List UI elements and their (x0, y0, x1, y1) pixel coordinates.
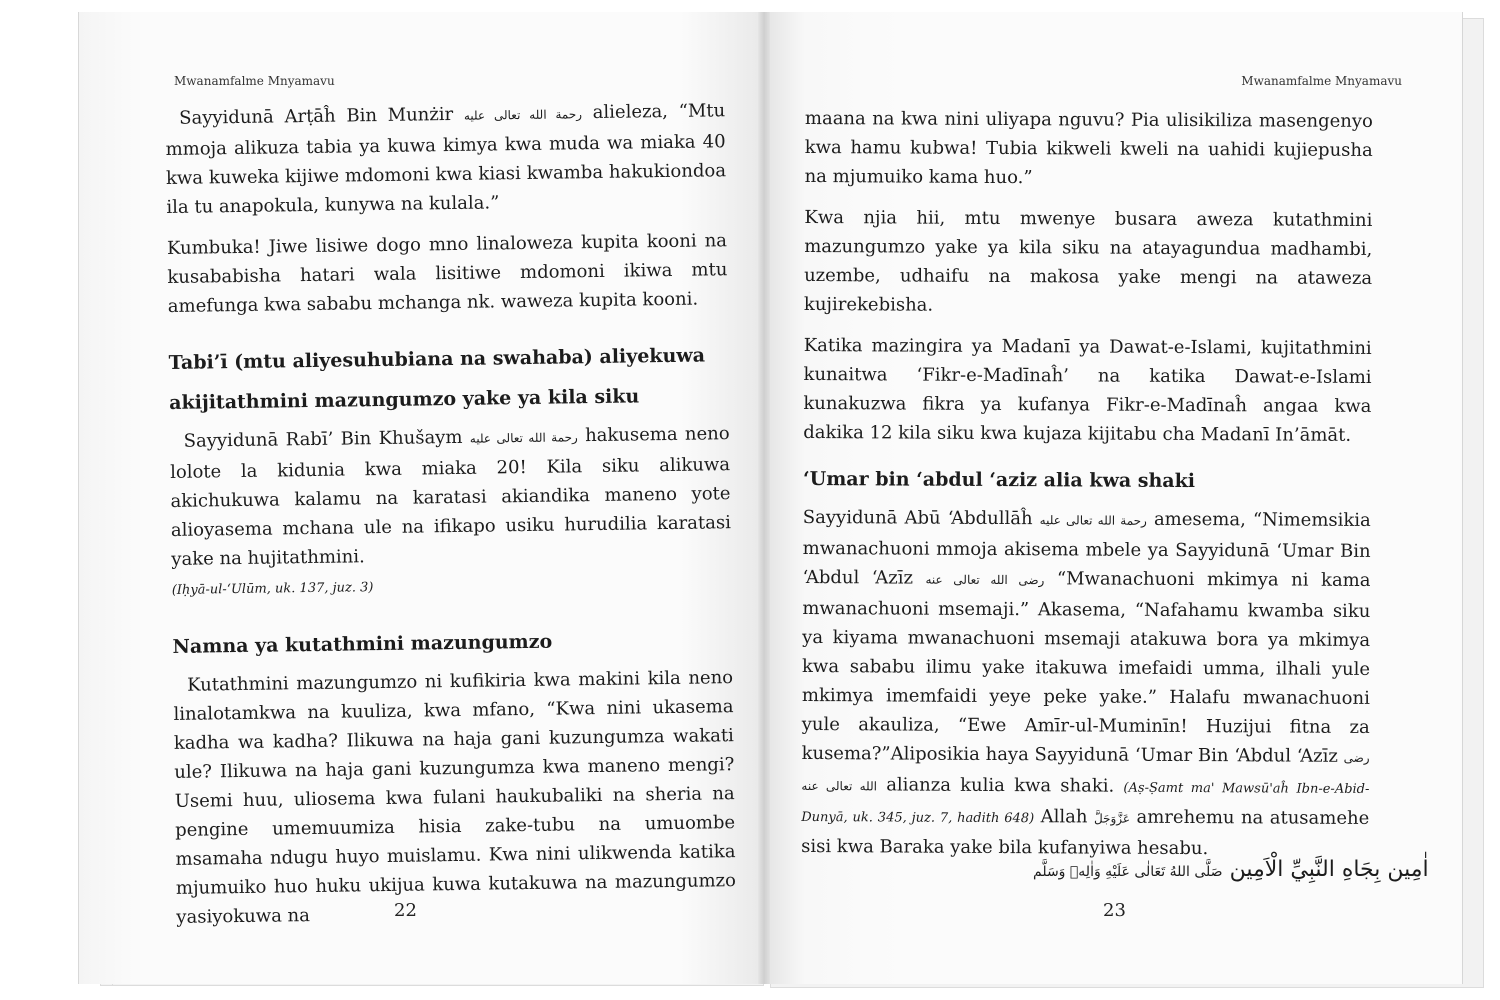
right-page-content (801, 104, 1373, 876)
honorific-arabic: رضی الله تعالى عنه (925, 572, 1045, 588)
page-number-left: 22 (394, 900, 417, 921)
book-gutter (758, 12, 770, 984)
paragraph-arta: Sayyidunā Arṭāĥ Bin Munżir رحمة الله تعالى عليه alieleza, “Mtu mmoja alikuza tabia ya kuwa kimya kwa muda wa miaka 40 kwa kuweka kijiwe mdomoni kwa kiasi kwamba hakukiondoa ila tu anapokula, kunywa na kulala.” (165, 100, 727, 218)
running-head-right: Mwanamfalme Mnyamavu (1241, 74, 1402, 88)
right-page (763, 12, 1463, 984)
closing-dua: اٰمِين بِجَاهِ النَّبِيِّ الْاَمِين صَلَّى اللهُ تَعَالٰى عَلَيْهِ وَاٰلِهٖ وَسَلَّم (1033, 857, 1429, 882)
honorific-arabic: رضی الله تعالى عنه (801, 750, 1370, 794)
heading-umar: ‘Umar bin ‘abdul ‘aziz alia kwa shaki (802, 467, 1196, 493)
honorific-arabic: رحمة الله تعالى عليه (1039, 513, 1147, 528)
honorific-arabic: عَزَّوَجَلَّ (1093, 811, 1131, 826)
running-head-left: Mwanamfalme Mnyamavu (174, 74, 335, 88)
left-page (78, 12, 763, 984)
page-number-right: 23 (1103, 900, 1126, 921)
citation-samt: (Aṣ-Ṣamt ma' Mawsū'aĥ Ibn-e-Abid-Dunyā, uk. 345, juz. 7, hadith 648) (801, 780, 1370, 827)
honorific-arabic: رحمة الله تعالى عليه (463, 107, 583, 123)
heading-namna: Namna ya kutathmini mazungumzo (172, 630, 553, 658)
paragraph-kumbuka: Kumbuka! Jiwe lisiwe dogo mno linaloweza kupita kooni na kusababisha hatari wala lisitiwe mdomoni ikiwa mtu amefunga kwa sababu mchanga nk. waweza kupita kooni. (166, 230, 728, 317)
paragraph-kwa-njia-hii: Kwa njia hii, mtu mwenye busara aweza kutathmini mazungumzo yake ya kila siku na atayagundua madhambi, uzembe, udhaifu na makosa yake mengi na ataweza kujirekebisha. (803, 206, 1373, 316)
left-page-content (165, 96, 737, 944)
paragraph-maana: maana na kwa nini uliyapa nguvu? Pia ulisikiliza masengenyo kwa hamu kubwa! Tubia kikweli kweli na uahidi kujiepusha na mjumuiko kama huo.” (804, 107, 1373, 189)
heading-tabii: Tabi’ī (mtu aliyesuhubiana na swahaba) aliyekuwa akijitathmini mazungumzo yake ya kila siku (168, 344, 706, 414)
citation-ihya: (Iḥyā-ul-‘Ulūm, uk. 137, juz. 3) (171, 580, 374, 598)
paragraph-rabi: Sayyidunā Rabī’ Bin Khušaym رحمة الله تعالى عليه hakusema neno lolote la kidunia kwa miaka 20! Kila siku alikuwa akichukuwa kalamu na karatasi akiandika maneno yote alioyasema mchana ule na ifikapo usiku hurudilia karatasi yake na hujitathmini. (Iḥyā-ul-‘Ulūm, uk. 137, juz. 3) (169, 423, 732, 598)
paragraph-abdullah: Sayyidunā Abū ‘Abdullāĥ رحمة الله تعالى عليه amesema, “Nimemsikia mwanachuoni mmoja akisema mbele ya Sayyidunā ‘Umar Bin ‘Abdul ‘Azīz رضی الله تعالى عنه “Mwanachuoni mkimya ni kama mwanachuoni msemaji.” Akasema, “Nafahamu kwamba siku ya kiyama mwanachuoni msemaji atakuwa bora ya mkimya kwa sababu ilimu yake itakuwa imefaidi umma, ilhali yule mkimya imemfaidi yeye peke yake.” Halafu mwanachuoni yule akauliza, “Ewe Amīr-ul-Muminīn! Huzijui fitna za kusema?”Aliposikia haya Sayyidunā ‘Umar Bin ‘Abdul ‘Azīz رضی الله تعالى عنه alianza kulia kwa shaki. (Aṣ-Ṣamt ma' Mawsū'aĥ Ibn-e-Abid-Dunyā, uk. 345, juz. 7, hadith 648) Allah عَزَّوَجَلَّ amrehemu na atusamehe sisi kwa Baraka yake bila kufanyiwa hesabu. (801, 506, 1371, 860)
paragraph-madani: Katika mazingira ya Madanī ya Dawat-e-Islami, kujitathmini kunaitwa ‘Fikr-e-Madīnaĥ’ na katika Dawat-e-Islami kunakuzwa fikra ya kufanya Fikr-e-Madīnaĥ angaa kwa dakika 12 kila siku kwa kujaza kijitabu cha Madanī In’āmāt. (803, 334, 1372, 446)
honorific-arabic: رحمة الله تعالى عليه (469, 430, 578, 446)
paragraph-kutathmini: Kutathmini mazungumzo ni kufikiria kwa makini kila neno linalotamkwa na kuuliza, kwa mfano, “Kwa nini ukasema kadha wa kadha? Ilikuwa na haja gani kuzungumza wakati ule? Ilikuwa na haja gani kuzungumza kwa maneno mengi? Usemi huu, uliosema kwa fulani haukubaliki na sheria na pengine umemuumiza hisia zake-tubu na umuombe msamaha ndugu huyo muislamu. Kwa nini ulikwenda katika mjumuiko huo huku ukijua kuwa kutakuwa na mazungumzo yasiyokuwa na (173, 667, 737, 928)
